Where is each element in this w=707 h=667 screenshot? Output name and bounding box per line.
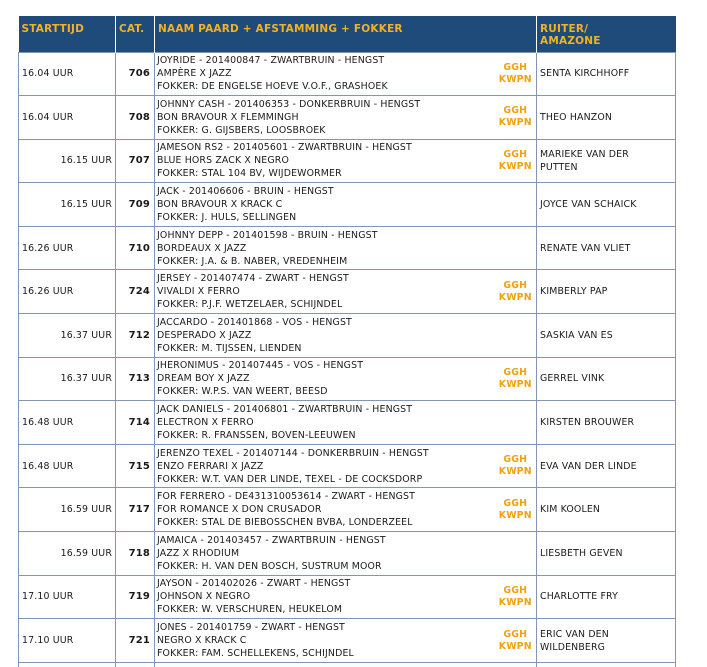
pedigree-line: AMPÈRE X JAZZ — [157, 68, 232, 80]
rider-name-line1: EVA VAN DER LINDE — [540, 460, 637, 472]
studbook-ggh: GGH — [503, 61, 528, 73]
catalogue-number: 719 — [116, 575, 155, 619]
horse-name-line: JAMAICA - 201403457 - ZWARTBRUIN - HENGST — [157, 534, 386, 546]
rider-name — [537, 532, 676, 576]
breeder-line: FOKKER: G. GIJSBERS, LOOSBROEK — [157, 124, 326, 136]
table-row — [19, 139, 676, 183]
horse-info — [155, 314, 495, 358]
start-time: 16.48 UUR — [19, 401, 116, 445]
rider-name — [537, 488, 676, 532]
studbook-badge — [495, 619, 537, 663]
studbook-badge — [495, 52, 537, 96]
rider-name — [537, 183, 676, 227]
horse-name-line: JACK - 201406606 - BRUIN - HENGST — [157, 186, 334, 198]
rider-name — [537, 96, 676, 140]
horse-name-line: JACK DANIELS - 201406801 - ZWARTBRUIN - HENGST — [157, 404, 413, 416]
table-row — [19, 532, 676, 576]
breeder-line: FOKKER: STAL DE BIEBOSSCHEN BVBA, LONDERZEEL — [157, 517, 413, 529]
horse-info — [155, 226, 495, 270]
start-time: 16.48 UUR — [19, 444, 116, 488]
header-naam: NAAM PAARD + AFSTAMMING + FOKKER — [155, 16, 537, 52]
rider-name-line1: JOYCE VAN SCHAICK — [540, 199, 637, 211]
breeder-line: FOKKER: W. VERSCHUREN, HEUKELOM — [157, 604, 343, 616]
horse-name-line: JERENZO TEXEL - 201407144 - DONKERBRUIN - HENGST — [157, 447, 429, 459]
pedigree-line: NEGRO X KRACK C — [157, 635, 247, 647]
table-row — [19, 357, 676, 401]
breeder-line: FOKKER: J.A. & B. NABER, VREDENHEIM — [157, 255, 348, 267]
rider-name — [537, 270, 676, 314]
rider-name — [537, 357, 676, 401]
studbook-kwpn: KWPN — [498, 640, 532, 652]
catalogue-number: 724 — [116, 270, 155, 314]
horse-name-line: JOYRIDE - 201400847 - ZWARTBRUIN - HENGST — [157, 55, 385, 67]
start-time: 17.10 UUR — [19, 575, 116, 619]
breeder-line: FOKKER: P.J.F. WETZELAER, SCHIJNDEL — [157, 299, 343, 311]
horse-info — [155, 488, 495, 532]
rider-name-line1: THEO HANZON — [540, 111, 613, 123]
studbook-badge — [495, 314, 537, 358]
horse-info — [155, 270, 495, 314]
horse-info — [155, 357, 495, 401]
breeder-line: FOKKER: STAL 104 BV, WIJDEWORMER — [157, 168, 342, 180]
catalogue-number: 712 — [116, 314, 155, 358]
studbook-badge — [495, 532, 537, 576]
pedigree-line: DESPERADO X JAZZ — [157, 329, 252, 341]
table-row — [19, 444, 676, 488]
rider-name-line1: LIESBETH GEVEN — [540, 547, 623, 559]
horse-info — [155, 444, 495, 488]
pedigree-line: ELECTRON X FERRO — [157, 417, 254, 429]
table-row — [19, 52, 676, 96]
rider-name — [537, 619, 676, 663]
horse-name-line: JAMESON RS2 - 201405601 - ZWARTBRUIN - HENGST — [157, 142, 412, 154]
table-header-row — [19, 16, 676, 52]
horse-name-line: JHERONIMUS - 201407445 - VOS - HENGST — [157, 360, 364, 372]
header-ruiter-line2: AMAZONE — [540, 35, 601, 47]
studbook-badge — [495, 139, 537, 183]
pedigree-line: BON BRAVOUR X KRACK C — [157, 199, 283, 211]
rider-name-line1: RENATE VAN VLIET — [540, 242, 631, 254]
breeder-line: FOKKER: FAM. SCHELLEKENS, SCHIJNDEL — [157, 648, 354, 660]
catalogue-number: 706 — [116, 52, 155, 96]
catalogue-number: 713 — [116, 357, 155, 401]
rider-name-line2: WILDENBERG — [540, 641, 606, 653]
rider-name — [537, 139, 676, 183]
studbook-badge — [495, 226, 537, 270]
catalogue-number: 708 — [116, 96, 155, 140]
table-row-cut-off — [19, 662, 676, 667]
catalogue-number: 709 — [116, 183, 155, 227]
studbook-badge — [495, 357, 537, 401]
studbook-kwpn: KWPN — [498, 378, 532, 390]
pedigree-line: BORDEAUX X JAZZ — [157, 242, 247, 254]
header-cat: CAT. — [116, 16, 155, 52]
rider-name-line1: SASKIA VAN ES — [540, 329, 613, 341]
studbook-ggh: GGH — [503, 584, 528, 596]
table-row — [19, 575, 676, 619]
studbook-kwpn: KWPN — [498, 509, 532, 521]
horse-info — [155, 619, 495, 663]
pedigree-line: DREAM BOY X JAZZ — [157, 373, 250, 385]
breeder-line: FOKKER: DE ENGELSE HOEVE V.O.F., GRASHOEK — [157, 81, 388, 93]
start-time: 16.59 UUR — [19, 532, 116, 576]
studbook-badge — [495, 488, 537, 532]
studbook-ggh: GGH — [503, 497, 528, 509]
pedigree-line: JAZZ X RHODIUM — [157, 547, 240, 559]
horse-info — [155, 139, 495, 183]
catalogue-number: 721 — [116, 619, 155, 663]
studbook-kwpn: KWPN — [498, 466, 532, 478]
start-time: 16.37 UUR — [19, 314, 116, 358]
table-row — [19, 401, 676, 445]
studbook-badge — [495, 401, 537, 445]
start-time: 16.15 UUR — [19, 183, 116, 227]
rider-name-line2: PUTTEN — [540, 161, 578, 173]
horse-name-line: JERSEY - 201407474 - ZWART - HENGST — [157, 273, 349, 285]
horse-name-line: JONES - 201401759 - ZWART - HENGST — [157, 622, 345, 634]
studbook-kwpn: KWPN — [498, 291, 532, 303]
studbook-ggh: GGH — [503, 279, 528, 291]
rider-name-line1: KIM KOOLEN — [540, 504, 601, 516]
rider-name — [537, 52, 676, 96]
breeder-line: FOKKER: J. HULS, SELLINGEN — [157, 212, 297, 224]
catalogue-number: 715 — [116, 444, 155, 488]
start-time: 16.59 UUR — [19, 488, 116, 532]
breeder-line: FOKKER: W.P.S. VAN WEERT, BEESD — [157, 386, 328, 398]
header-ruiter-line1: RUITER/ — [540, 23, 589, 35]
rider-name-line1: KIRSTEN BROUWER — [540, 417, 635, 429]
table-row — [19, 270, 676, 314]
start-time: 16.04 UUR — [19, 52, 116, 96]
rider-name — [537, 444, 676, 488]
header-starttijd: STARTTIJD — [19, 16, 116, 52]
rider-name-line1: MARIEKE VAN DER — [540, 148, 629, 160]
start-time: 16.26 UUR — [19, 226, 116, 270]
studbook-badge — [495, 183, 537, 227]
horse-name-line: JACCARDO - 201401868 - VOS - HENGST — [157, 316, 352, 328]
studbook-ggh: GGH — [503, 105, 528, 117]
pedigree-line: VIVALDI X FERRO — [157, 286, 240, 298]
pedigree-line: JOHNSON X NEGRO — [157, 591, 251, 603]
studbook-badge — [495, 444, 537, 488]
studbook-kwpn: KWPN — [498, 73, 532, 85]
horse-name-line: JOHNNY DEPP - 201401598 - BRUIN - HENGST — [157, 229, 378, 241]
start-time: 16.04 UUR — [19, 96, 116, 140]
start-list-table — [18, 16, 676, 667]
header-ruiter — [537, 16, 676, 52]
studbook-kwpn: KWPN — [498, 160, 532, 172]
catalogue-number: 707 — [116, 139, 155, 183]
pedigree-line: ENZO FERRARI X JAZZ — [157, 460, 264, 472]
studbook-ggh: GGH — [503, 366, 528, 378]
breeder-line: FOKKER: M. TIJSSEN, LIENDEN — [157, 342, 302, 354]
studbook-badge — [495, 96, 537, 140]
breeder-line: FOKKER: W.T. VAN DER LINDE, TEXEL - DE COCKSDORP — [157, 473, 423, 485]
start-list-sheet — [18, 16, 675, 667]
table-row — [19, 183, 676, 227]
studbook-kwpn: KWPN — [498, 117, 532, 129]
horse-name-line: JOHNNY CASH - 201406353 - DONKERBRUIN - HENGST — [157, 98, 421, 110]
breeder-line: FOKKER: R. FRANSSEN, BOVEN-LEEUWEN — [157, 430, 356, 442]
catalogue-number: 714 — [116, 401, 155, 445]
rider-name-line1: KIMBERLY PAP — [540, 286, 608, 298]
table-row — [19, 619, 676, 663]
horse-info — [155, 52, 495, 96]
table-row — [19, 96, 676, 140]
pedigree-line: BLUE HORS ZACK X NEGRO — [157, 155, 289, 167]
table-row — [19, 488, 676, 532]
start-time: 17.10 UUR — [19, 619, 116, 663]
rider-name — [537, 401, 676, 445]
studbook-ggh: GGH — [503, 148, 528, 160]
horse-info — [155, 401, 495, 445]
pedigree-line: BON BRAVOUR X FLEMMINGH — [157, 111, 299, 123]
horse-info — [155, 575, 495, 619]
studbook-ggh: GGH — [503, 454, 528, 466]
rider-name-line1: SENTA KIRCHHOFF — [540, 68, 630, 80]
horse-info — [155, 183, 495, 227]
catalogue-number: 717 — [116, 488, 155, 532]
start-time: 16.26 UUR — [19, 270, 116, 314]
rider-name — [537, 575, 676, 619]
studbook-badge — [495, 270, 537, 314]
rider-name — [537, 226, 676, 270]
start-time: 16.15 UUR — [19, 139, 116, 183]
catalogue-number: 710 — [116, 226, 155, 270]
rider-name — [537, 314, 676, 358]
horse-name-line: JAYSON - 201402026 - ZWART - HENGST — [157, 578, 351, 590]
pedigree-line: FOR ROMANCE X DON CRUSADOR — [157, 504, 322, 516]
horse-info — [155, 532, 495, 576]
catalogue-number: 718 — [116, 532, 155, 576]
rider-name-line1: GERREL VINK — [540, 373, 605, 385]
studbook-kwpn: KWPN — [498, 596, 532, 608]
horse-info — [155, 96, 495, 140]
horse-name-line: FOR FERRERO - DE431310053614 - ZWART - HENGST — [157, 491, 416, 503]
studbook-badge — [495, 575, 537, 619]
breeder-line: FOKKER: H. VAN DEN BOSCH, SUSTRUM MOOR — [157, 560, 382, 572]
rider-name-line1: CHARLOTTE FRY — [540, 591, 618, 603]
table-row — [19, 226, 676, 270]
studbook-ggh: GGH — [503, 628, 528, 640]
rider-name-line1: ERIC VAN DEN — [540, 628, 609, 640]
table-row — [19, 314, 676, 358]
start-time: 16.37 UUR — [19, 357, 116, 401]
